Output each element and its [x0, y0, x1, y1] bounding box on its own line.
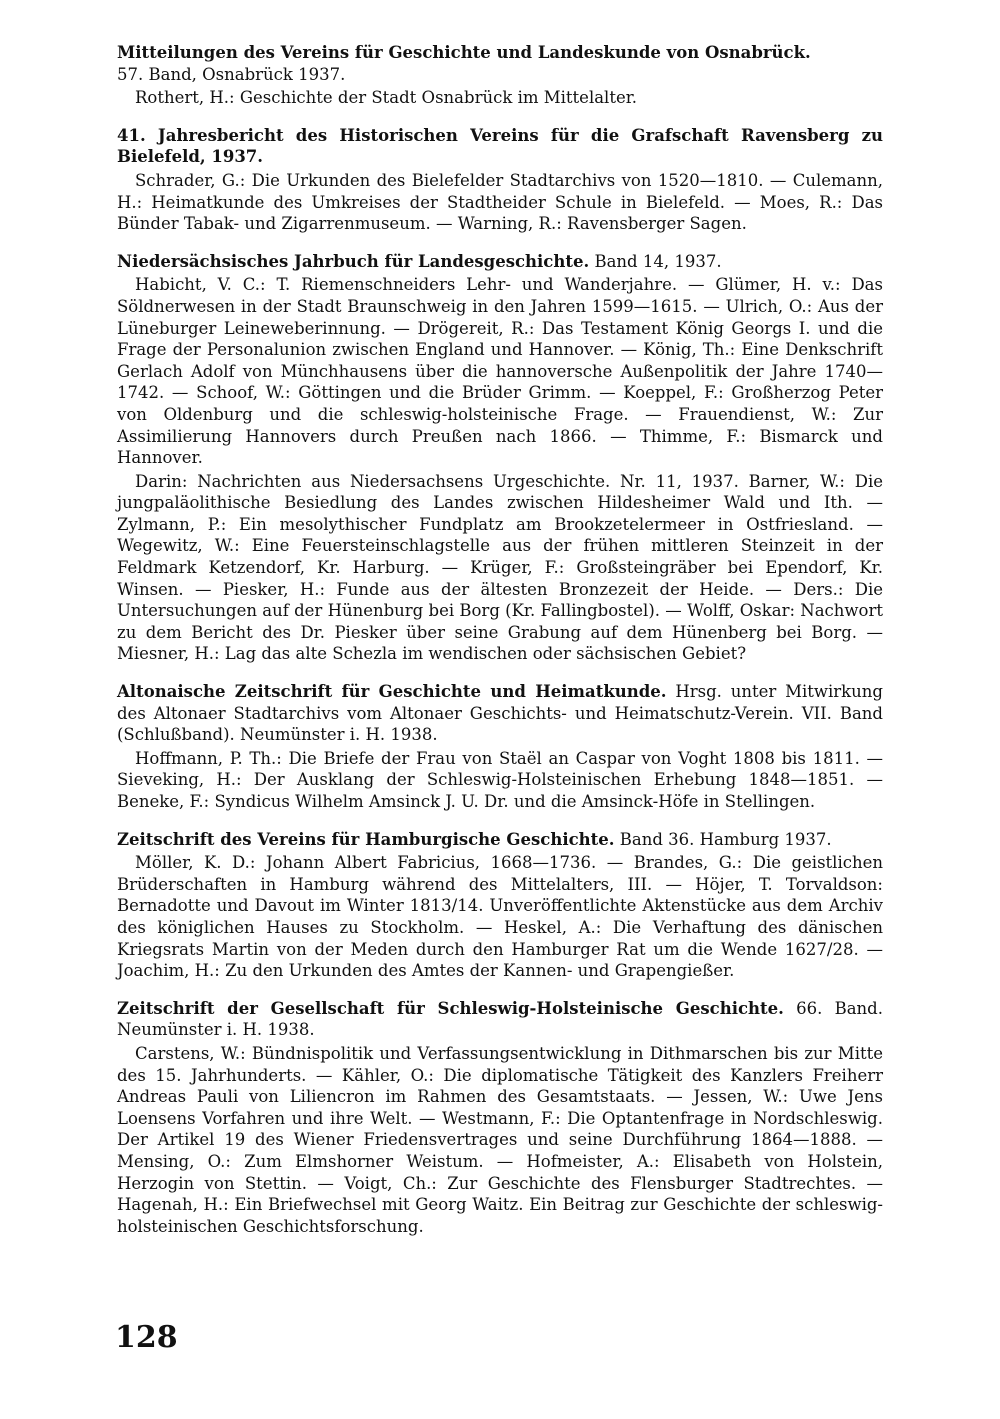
- journal-entry: [117, 998, 883, 1238]
- article-list: Schrader, G.: Die Urkunden des Bielefelder Stadtarchivs von 1520—1810. — Culemann, H.: Heimatkunde des Umkreises der Stadtheider Schule in Bielefeld. — Moes, R.: Das Bünder Tabak- und Zigarrenmuseum. — Warning, R.: Ravensberger Sagen.: [117, 170, 883, 234]
- journal-name: Mitteilungen des Vereins für Geschichte und Landeskunde von Osnabrück.: [117, 43, 811, 62]
- journal-name: Zeitschrift des Vereins für Hamburgische Geschichte.: [117, 829, 615, 849]
- journal-details: 66. Band. Neumünster i. H. 1938.: [117, 998, 883, 1040]
- journal-name: Niedersächsisches Jahrbuch für Landesgeschichte.: [117, 251, 590, 271]
- article-list: Habicht, V. C.: T. Riemenschneiders Lehr- und Wanderjahre. — Glümer, H. v.: Das Söldnerwesen in der Stadt Braunschweig in den Jahren 1599—1615. — Ulrich, O.: Aus der Lüneburger Leineweberinnung. — Drögereit, R.: Das Testament König Georgs I. und die Frage der Personalunion zwischen England und Hannover. — König, Th.: Eine Denkschrift Gerlach Adolf von Münchhausens über die hannoversche Außenpolitik der Jahre 1740—1742. — Schoof, W.: Göttingen und die Brüder Grimm. — Koeppel, F.: Großherzog Peter von Oldenburg und die schleswig-holsteinische Frage. — Frauendienst, W.: Zur Assimilierung Hannovers durch Preußen nach 1866. — Thimme, F.: Bismarck und Hannover.: [117, 275, 883, 468]
- journal-title: [117, 829, 883, 851]
- journal-entry: [117, 42, 883, 109]
- article-list: Möller, K. D.: Johann Albert Fabricius, 1668—1736. — Brandes, G.: Die geistlichen Brüderschaften in Hamburg während des Mittelalters, III. — Höjer, T. Torvaldson: Bernadotte und Davout im Winter 1813/14. Unveröffentlichte Aktenstücke aus dem Archiv des königlichen Hauses zu Stockholm. — Heskel, A.: Die Verhaftung des dänischen Kriegsrats Martin von der Meden durch den Hamburger Rat um die Wende 1627/28. — Joachim, H.: Zu den Urkunden des Amtes der Kannen- und Grapengießer.: [117, 853, 883, 981]
- journal-entry: [117, 125, 883, 235]
- journal-title: [117, 251, 883, 273]
- article-list: Carstens, W.: Bündnispolitik und Verfassungsentwicklung in Dithmarschen bis zur Mitte des 15. Jahrhunderts. — Kähler, O.: Die diplomatische Tätigkeit des Kanzlers Freiherr Andreas Pauli von Liliencron im Rahmen des Gesamtstaats. — Jessen, W.: Uwe Jens Loensens Vorfahren und ihre Welt. — Westmann, F.: Die Optantenfrage in Nordschleswig. Der Artikel 19 des Wiener Friedensvertrages und seine Durchführung 1864—1888. — Mensing, O.: Zum Elmshorner Weistum. — Hofmeister, A.: Elisabeth von Holstein, Herzogin von Stettin. — Voigt, Ch.: Zur Geschichte des Flensburger Stadtrechtes. — Hagenah, H.: Ein Briefwechsel mit Georg Waitz. Ein Beitrag zur Geschichte der schleswig-holsteinischen Geschichtsforschung.: [117, 1043, 883, 1236]
- journal-details: 57. Band, Osnabrück 1937.: [117, 64, 346, 84]
- document-page: [117, 42, 883, 1253]
- journal-details: Band 14, 1937.: [594, 251, 722, 271]
- journal-details: Hrsg. unter Mitwirkung des Altonaer Stadtarchivs vom Altonaer Geschichts- und Heimatschutz-Verein. VII. Band (Schlußband). Neumünster i. H. 1938.: [117, 682, 883, 745]
- journal-entry: [117, 251, 883, 665]
- journal-name: 41. Jahresbericht des Historischen Vereins für die Grafschaft Ravensberg zu Bielefeld, 1937.: [117, 125, 883, 167]
- article-list: Rothert, H.: Geschichte der Stadt Osnabrück im Mittelalter.: [135, 88, 638, 108]
- article-list: Hoffmann, P. Th.: Die Briefe der Frau von Staël an Caspar von Voght 1808 bis 1811. — Sieveking, H.: Der Ausklang der Schleswig-Holsteinischen Erhebung 1848—1851. — Beneke, F.: Syndicus Wilhelm Amsinck J. U. Dr. und die Amsinck-Höfe in Stellingen.: [117, 748, 883, 811]
- journal-title: [117, 998, 883, 1041]
- journal-name: Altonaische Zeitschrift für Geschichte und Heimatkunde.: [117, 682, 667, 702]
- journal-title: [117, 42, 883, 85]
- journal-title: [117, 681, 883, 746]
- journal-entry: [117, 829, 883, 982]
- article-list-supplement: Darin: Nachrichten aus Niedersachsens Urgeschichte. Nr. 11, 1937. Barner, W.: Die jungpaläolithische Besiedlung des Landes zwischen Hildesheimer Wald und Ith. — Zylmann, P.: Ein mesolythischer Fundplatz am Brookzetelermeer in Ostfriesland. — Wegewitz, W.: Eine Feuersteinschlagstelle aus der frühen mittleren Steinzeit in der Feldmark Ketzendorf, Kr. Harburg. — Krüger, F.: Großsteingräber bei Ependorf, Kr. Winsen. — Piesker, H.: Funde aus der ältesten Bronzezeit der Heide. — Ders.: Die Untersuchungen auf der Hünenburg bei Borg (Kr. Fallingbostel). — Wolff, Oskar: Nachwort zu dem Bericht des Dr. Piesker über seine Grabung auf dem Hünenberg bei Borg. — Miesner, H.: Lag das alte Schezla im wendischen oder sächsischen Gebiet?: [117, 471, 883, 664]
- journal-entry: [117, 681, 883, 813]
- journal-name: Zeitschrift der Gesellschaft für Schleswig-Holsteinische Geschichte.: [117, 998, 784, 1018]
- page-number: 128: [115, 1320, 178, 1355]
- journal-details: Band 36. Hamburg 1937.: [619, 829, 832, 849]
